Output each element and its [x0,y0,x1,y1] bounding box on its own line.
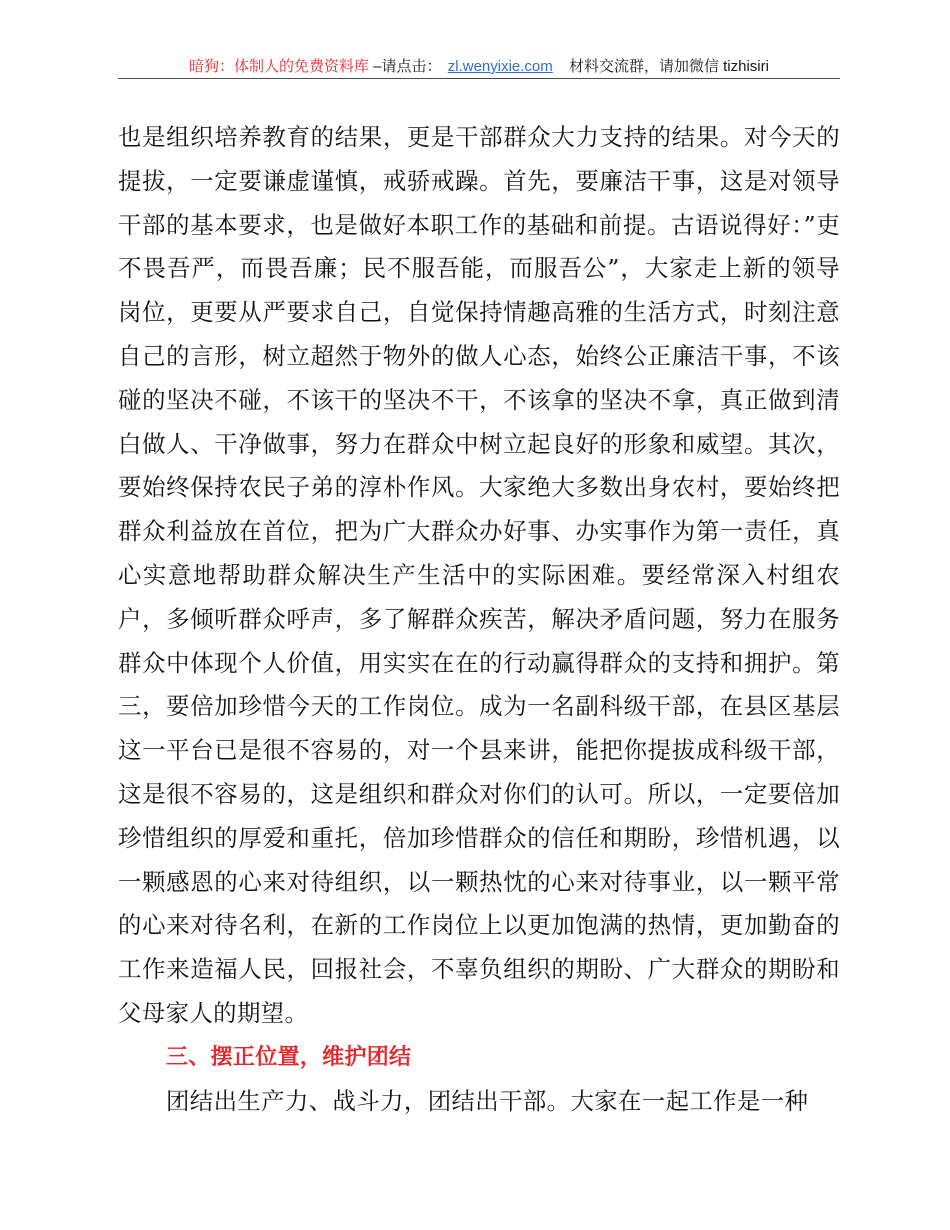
header-brand: 暗狗：体制人的免费资料库 [189,58,370,75]
page-header [118,56,840,79]
document-body [118,116,840,1123]
section-paragraph: 团结出生产力、战斗力，团结出干部。大家在一起工作是一种 [166,1086,809,1115]
section-heading: 三、摆正位置，维护团结 [166,1044,412,1070]
header-link[interactable]: zl.wenyixie.com [447,58,553,75]
header-prompt: –请点击： [373,58,442,75]
body-paragraph: 也是组织培养教育的结果，更是干部群众大力支持的结果。对今天的提拔，一定要谦虚谨慎，戒骄戒躁。首先，要廉洁干事，这是对领导干部的基本要求，也是做好本职工作的基础和前提。古语说得好：”吏不畏吾严，而畏吾廉；民不服吾能，而服吾公”，大家走上新的领导岗位，更要从严要求自己，自觉保持情趣高雅的生活方式，时刻注意自己的言形，树立超然于物外的做人心态，始终公正廉洁干事，不该碰的坚决不碰，不该干的坚决不干，不该拿的坚决不拿，真正做到清白做人、干净做事，努力在群众中树立起良好的形象和威望。其次，要始终保持农民子弟的淳朴作风。大家绝大多数出身农村，要始终把群众利益放在首位，把为广大群众办好事、办实事作为第一责任，真心实意地帮助群众解决生产生活中的实际困难。要经常深入村组农户，多倾听群众呼声，多了解群众疾苦，解决矛盾问题，努力在服务群众中体现个人价值，用实实在在的行动赢得群众的支持和拥护。第三，要倍加珍惜今天的工作岗位。成为一名副科级干部，在县区基层这一平台已是很不容易的，对一个县来讲，能把你提拔成科级干部，这是很不容易的，这是组织和群众对你们的认可。所以，一定要倍加珍惜组织的厚爱和重托，倍加珍惜群众的信任和期盼，珍惜机遇，以一颗感恩的心来对待组织，以一颗热忱的心来对待事业，以一颗平常的心来对待名利，在新的工作岗位上以更加饱满的热情，更加勤奋的工作来造福人民，回报社会，不辜负组织的期盼、广大群众的期盼和父母家人的期望。 [118,123,840,1027]
header-contact: 材料交流群，请加微信 tizhisiri [568,58,769,75]
